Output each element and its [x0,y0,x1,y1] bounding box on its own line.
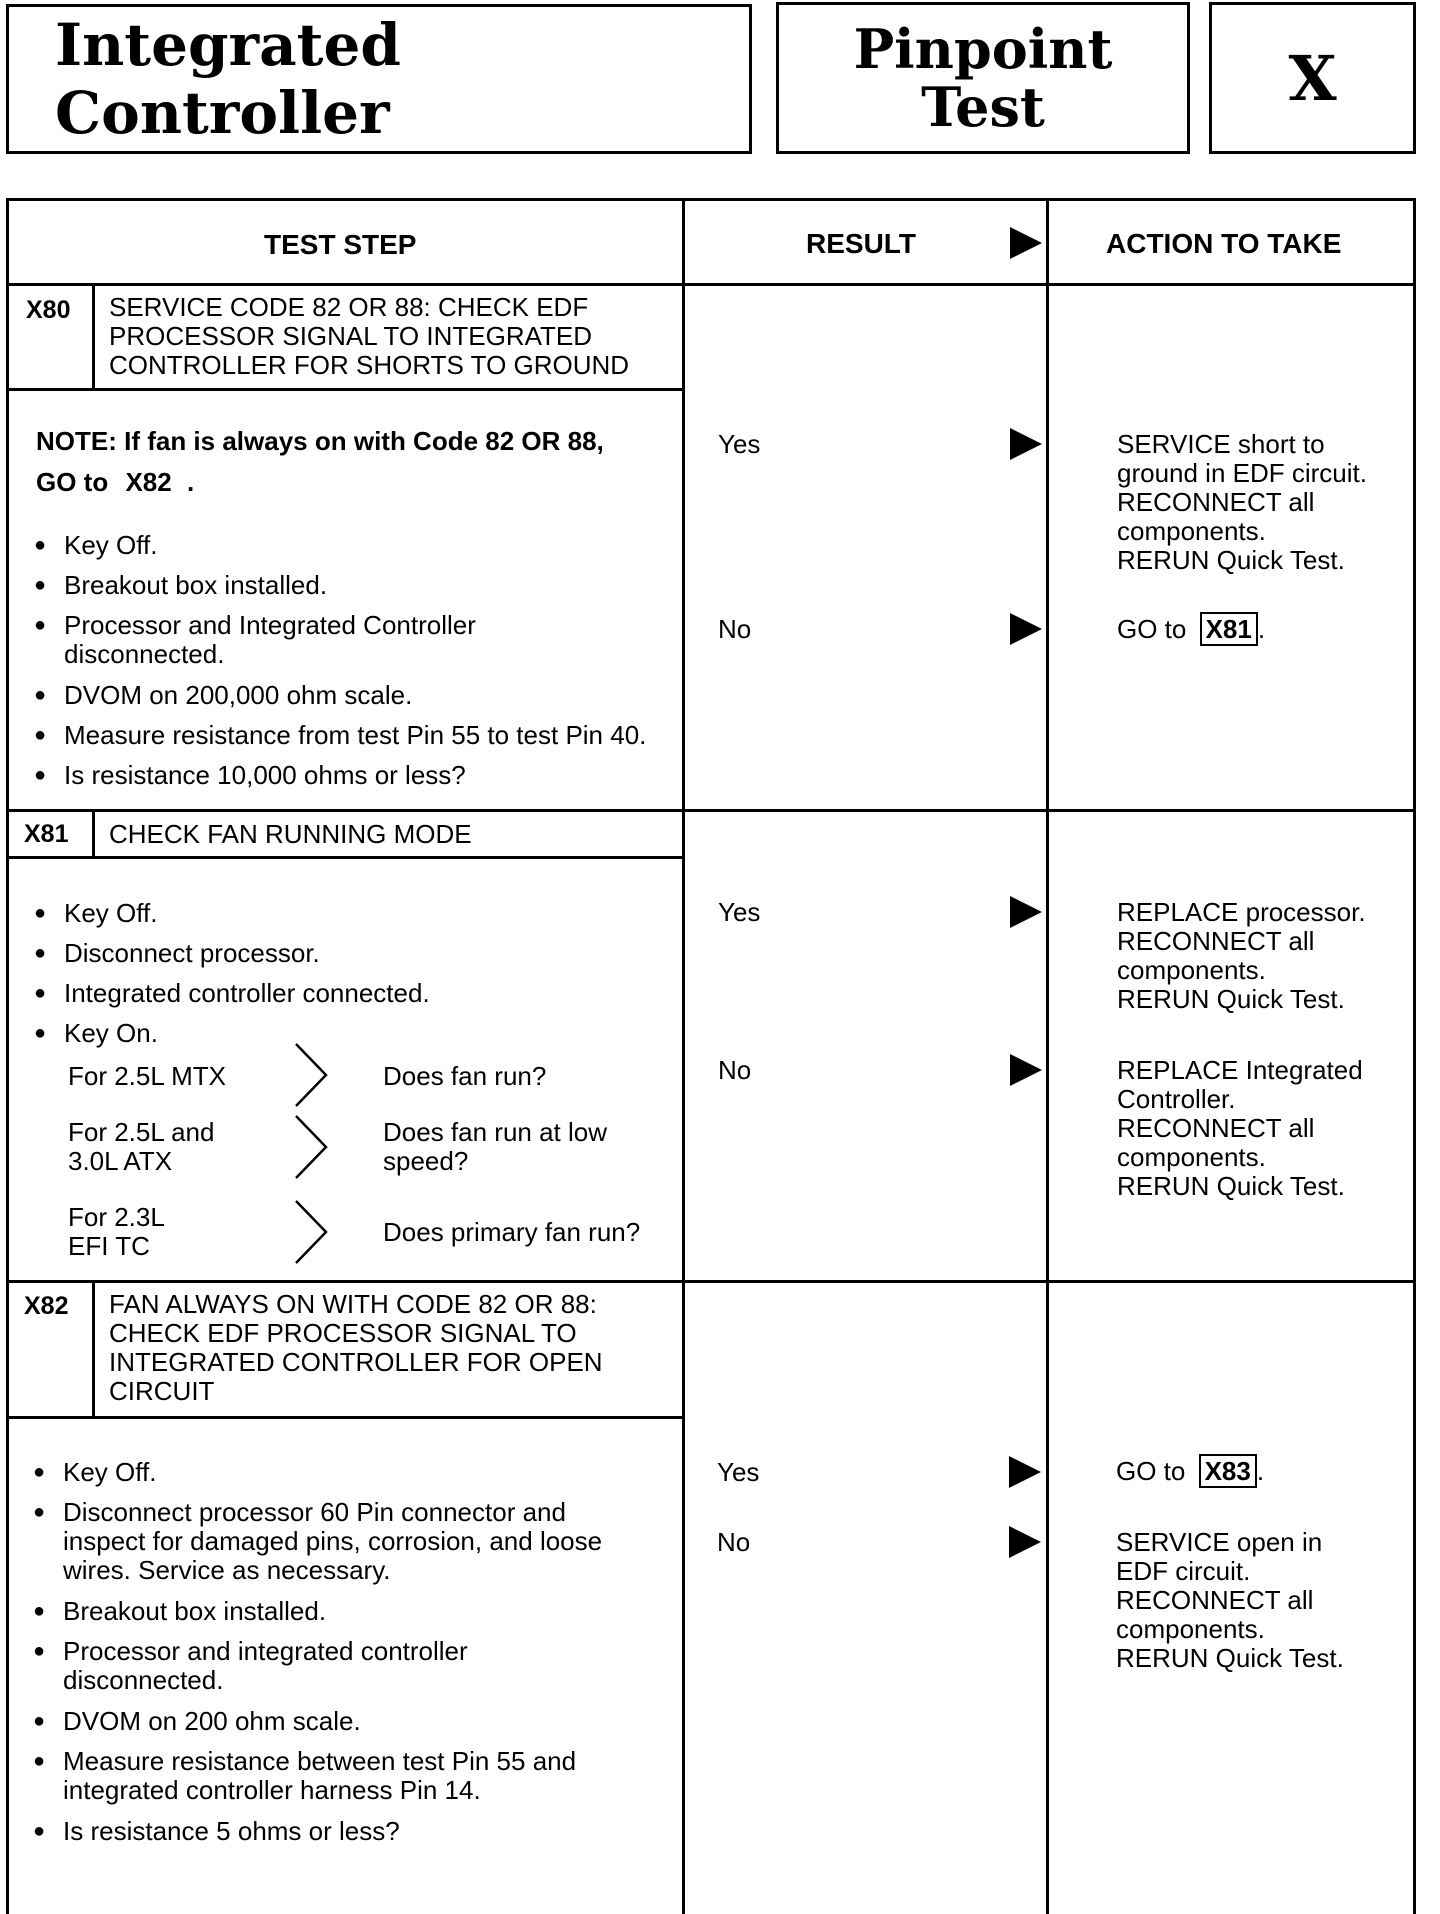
action-line: REPLACE processor. [1117,897,1366,927]
step-code-x82: X82 [24,1292,69,1320]
note-goto-x80 [36,468,194,497]
arrow-icon [1009,1526,1041,1558]
condition-engine [68,1203,165,1261]
note-period: . [186,467,195,497]
action-line: SERVICE open in [1116,1527,1323,1557]
condition-engine [68,1118,214,1176]
list-item: ● DVOM on 200 ohm scale. [63,1707,361,1736]
action-line: Controller. [1117,1084,1236,1114]
ref-x82-link[interactable]: X82 [125,467,172,497]
step-code-x81: X81 [24,820,69,848]
result-no: No [718,1055,752,1085]
title-line: FAN ALWAYS ON WITH CODE 82 OR 88: [109,1289,597,1319]
action-line: components. [1116,1614,1265,1644]
list-item: ● Measure resistance between test Pin 55 and [63,1747,576,1776]
result-yes: Yes [718,429,761,459]
list-item: ● Disconnect processor. [64,939,320,968]
condition-line: 3.0L ATX [68,1146,173,1176]
note-x80: NOTE: If fan is always on with Code 82 OR 88, [36,426,604,456]
pinpoint-line-2: Test [921,75,1045,139]
list-item: ● Key Off. [63,1458,156,1487]
result-yes: Yes [717,1457,760,1487]
divider [682,198,685,1914]
result-yes: Yes [718,897,761,927]
result-no: No [717,1527,751,1557]
action-x82-no [1116,1528,1344,1673]
action-line: RERUN Quick Test. [1117,984,1345,1014]
step-title-x80 [109,293,629,380]
step-code-x80: X80 [26,296,71,324]
list-item-cont: wires. Service as necessary. [63,1555,391,1585]
ref-x83-link[interactable]: X83 [1199,1454,1257,1488]
list-item: ● Is resistance 5 ohms or less? [63,1817,400,1846]
pinpoint-line-1: Pinpoint [853,17,1113,81]
list-item: ● Key Off. [64,531,157,560]
list-item: ● Breakout box installed. [63,1597,326,1626]
title-line: INTEGRATED CONTROLLER FOR OPEN [109,1347,603,1377]
action-x80-no [1117,615,1265,644]
result-no: No [718,614,752,644]
title-line: CONTROLLER FOR SHORTS TO GROUND [109,350,630,380]
divider [6,388,682,391]
chevron-right-icon [292,1114,332,1180]
col-action: ACTION TO TAKE [1106,228,1342,259]
period: . [1256,1456,1265,1486]
arrow-icon [1009,1456,1041,1488]
page-title [6,4,752,154]
condition-line: For 2.5L and [68,1117,215,1147]
note-goto-text: GO to [36,467,109,497]
condition-line: Does fan run at low [383,1117,608,1147]
divider [6,1280,1416,1283]
step-title-x81: CHECK FAN RUNNING MODE [109,819,472,849]
title-line: CHECK EDF PROCESSOR SIGNAL TO [109,1318,577,1348]
divider [92,811,95,857]
divider [92,1282,95,1418]
list-item: ● Disconnect processor 60 Pin connector and [63,1498,566,1527]
action-line: RECONNECT all [1116,1585,1314,1615]
test-letter-text: X [1288,41,1337,115]
action-x80-yes [1117,430,1367,575]
list-item-cont: disconnected. [63,1665,224,1695]
list-item: ● DVOM on 200,000 ohm scale. [64,681,412,710]
arrow-icon [1010,896,1042,928]
action-line: components. [1117,516,1266,546]
condition-engine: For 2.5L MTX [68,1061,226,1091]
action-line: RERUN Quick Test. [1117,1171,1345,1201]
action-line: RERUN Quick Test. [1116,1643,1344,1673]
arrow-icon [1010,613,1042,645]
action-line: RECONNECT all [1117,1113,1315,1143]
action-line: RECONNECT all [1117,926,1315,956]
action-line: REPLACE Integrated [1117,1055,1363,1085]
list-item: ● Key On. [64,1019,158,1048]
list-item: ● Breakout box installed. [64,571,327,600]
condition-question [383,1118,607,1176]
condition-line: speed? [383,1146,469,1176]
action-line: SERVICE short to [1117,429,1325,459]
action-x82-yes [1116,1457,1264,1486]
goto-text: GO to [1117,614,1187,644]
goto-text: GO to [1116,1456,1186,1486]
divider [6,856,682,859]
divider [6,809,1416,812]
title-line: SERVICE CODE 82 OR 88: CHECK EDF [109,292,589,322]
list-item: ● Processor and Integrated Controller [64,611,476,640]
step-title-x82 [109,1290,603,1406]
period: . [1257,614,1266,644]
condition-line: For 2.3L [68,1202,165,1232]
list-item-cont: disconnected. [64,639,225,669]
pinpoint-test-label [776,2,1190,154]
page-title-text: Integrated Controller [55,11,401,147]
arrow-icon [1010,428,1042,460]
divider [1046,198,1049,1914]
action-line: components. [1117,1142,1266,1172]
list-item: ● Key Off. [64,899,157,928]
divider [6,1416,682,1419]
list-item: ● Integrated controller connected. [64,979,430,1008]
ref-x81-link[interactable]: X81 [1200,612,1258,646]
action-x81-yes [1117,898,1366,1014]
list-item-cont: integrated controller harness Pin 14. [63,1775,481,1805]
arrow-icon [1010,1054,1042,1086]
action-line: RERUN Quick Test. [1117,545,1345,575]
title-line: PROCESSOR SIGNAL TO INTEGRATED [109,321,593,351]
col-result: RESULT [806,228,916,259]
action-line: RECONNECT all [1117,487,1315,517]
test-letter [1209,2,1416,154]
list-item: ● Measure resistance from test Pin 55 to test Pin 40. [64,721,646,750]
chevron-right-icon [292,1042,332,1108]
condition-line: EFI TC [68,1231,150,1261]
action-line: ground in EDF circuit. [1117,458,1367,488]
condition-question: Does primary fan run? [383,1217,641,1247]
chevron-right-icon [292,1199,332,1265]
list-item: ● Is resistance 10,000 ohms or less? [64,761,466,790]
title-line: CIRCUIT [109,1376,215,1406]
action-x81-no [1117,1056,1363,1201]
condition-question: Does fan run? [383,1061,547,1091]
list-item-cont: inspect for damaged pins, corrosion, and loose [63,1526,603,1556]
action-line: EDF circuit. [1116,1556,1251,1586]
divider [92,285,95,389]
action-line: components. [1117,955,1266,985]
list-item: ● Processor and integrated controller [63,1637,468,1666]
arrow-icon [1010,227,1042,259]
divider [6,283,1416,286]
col-test-step: TEST STEP [264,229,417,260]
